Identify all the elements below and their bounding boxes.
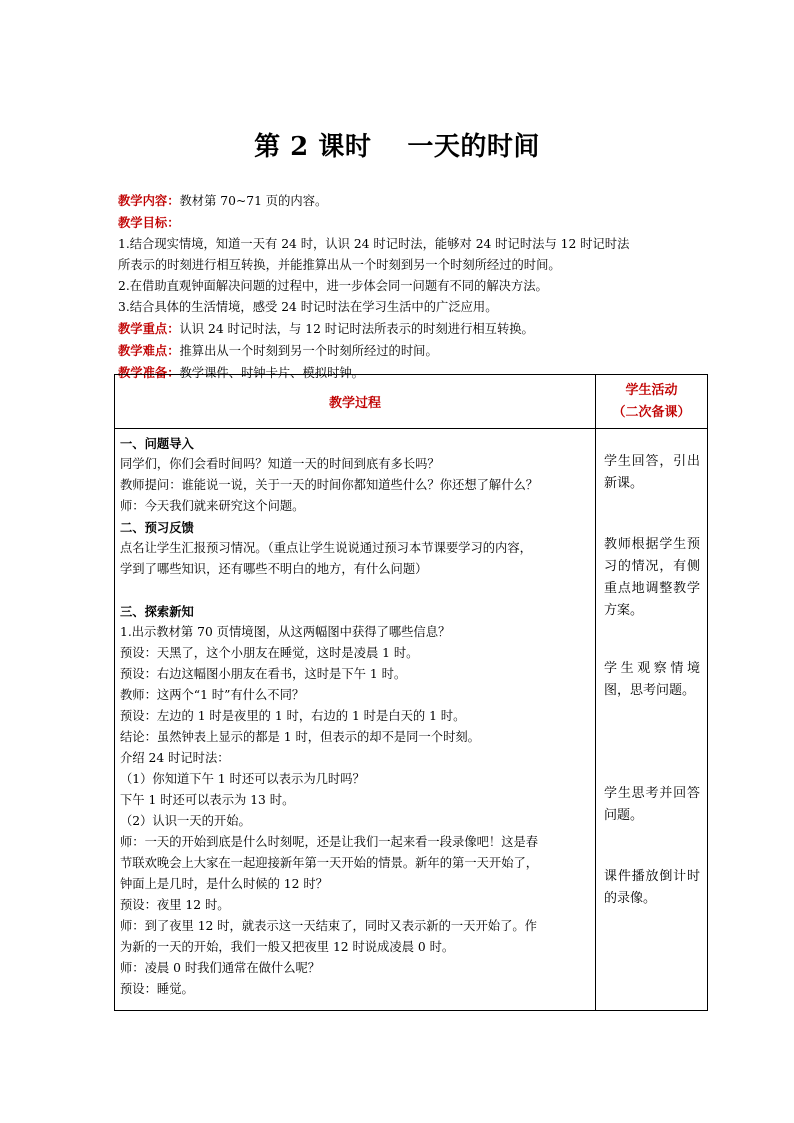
meta-line [118, 212, 718, 234]
meta-text: 2.在借助直观钟面解决问题的过程中，进一步体会同一问题有不同的解决方法。 [118, 279, 548, 293]
table-header-row [115, 375, 708, 429]
process-line: 介绍 24 时记时法： [120, 751, 230, 765]
process-line: 钟面上是几时，是什么时候的 12 时？ [120, 877, 328, 891]
page-title: 第 2 课时 一天的时间 [254, 132, 540, 162]
process-line: 结论：虽然钟表上显示的都是 1 时，但表示的却不是同一个时刻。 [120, 730, 480, 744]
process-line: 为新的一天的开始，我们一般又把夜里 12 时说成凌晨 0 时。 [120, 940, 455, 954]
process-line: （1）你知道下午 1 时还可以表示为几时吗？ [120, 772, 365, 786]
meta-line [118, 340, 718, 362]
process-line: 点名让学生汇报预习情况。（重点让学生说说通过预习本节课要学习的内容， [120, 541, 532, 555]
process-line: 预设：左边的 1 时是夜里的 1 时，右边的 1 时是白天的 1 时。 [120, 709, 466, 723]
meta-text: 认识 24 时记时法，与 12 时记时法所表示的时刻进行相互转换。 [179, 322, 534, 336]
process-line: 预设：睡觉。 [120, 982, 194, 996]
meta-label: 教学重点： [118, 321, 180, 336]
meta-text: 3.结合具体的生活情境，感受 24 时记时法在学习生活中的广泛应用。 [118, 300, 498, 314]
meta-text: 教学课件、时钟卡片、模拟时钟。 [179, 366, 364, 380]
lesson-meta [118, 190, 718, 384]
meta-text: 所表示的时刻进行相互转换，并能推算出从一个时刻到另一个时刻所经过的时间。 [118, 258, 561, 272]
activity-header [596, 375, 708, 429]
process-line: 师：凌晨 0 时我们通常在做什么呢？ [120, 961, 321, 975]
meta-line [118, 190, 718, 212]
meta-label: 教学准备： [118, 365, 180, 380]
process-line: 师：到了夜里 12 时，就表示这一天结束了，同时又表示新的一天开始了。作 [120, 919, 537, 933]
process-line: 教师提问：谁能说一说，关于一天的时间你都知道些什么？你还想了解什么？ [120, 478, 539, 492]
meta-line [118, 297, 718, 318]
section-heading: 三、探索新知 [120, 604, 194, 619]
process-line: （2）认识一天的开始。 [120, 814, 251, 828]
meta-line [118, 255, 718, 276]
section-heading: 一、问题导入 [120, 436, 194, 451]
meta-line [118, 318, 718, 340]
meta-text: 推算出从一个时刻到另一个时刻所经过的时间。 [179, 344, 438, 358]
meta-line [118, 234, 718, 255]
process-line: 预设：天黑了，这个小朋友在睡觉，这时是凌晨 1 时。 [120, 646, 419, 660]
process-line [120, 580, 591, 601]
section-heading: 二、预习反馈 [120, 520, 194, 535]
activity-note: 学生思考并回答问题。 [604, 786, 700, 823]
activity-note: 学生观察情境图，思考问题。 [604, 661, 700, 698]
process-line: 教师：这两个“1 时”有什么不同？ [120, 688, 305, 702]
process-line: 师：一天的开始到底是什么时刻呢，还是让我们一起来看一段录像吧！这是春 [120, 835, 539, 849]
table-body-row [115, 429, 708, 1011]
process-line: 学到了哪些知识，还有哪些不明白的地方，有什么问题） [120, 562, 428, 576]
meta-line [118, 276, 718, 297]
meta-label: 教学内容： [118, 193, 180, 208]
activity-header-line: （二次备课） [612, 404, 691, 420]
activity-note: 学生回答，引出新课。 [604, 454, 700, 491]
process-lines [120, 433, 591, 1000]
process-line: 同学们，你们会看时间吗？知道一天的时间到底有多长吗？ [120, 457, 440, 471]
lesson-table [114, 374, 708, 1011]
meta-text: 教材第 70~71 页的内容。 [179, 194, 328, 208]
activity-header-line: 学生活动 [625, 382, 678, 398]
activity-cell [596, 429, 708, 1011]
process-line: 预设：夜里 12 时。 [120, 898, 230, 912]
process-line: 1.出示教材第 70 页情境图，从这两幅图中获得了哪些信息？ [120, 625, 451, 639]
process-line: 下午 1 时还可以表示为 13 时。 [120, 793, 295, 807]
meta-label: 教学难点： [118, 343, 180, 358]
meta-text: 1.结合现实情境，知道一天有 24 时，认识 24 时记时法，能够对 24 时记时法与 12 时记时法 [118, 237, 630, 251]
activity-note: 教师根据学生预习的情况，有侧重点地调整教学方案。 [604, 537, 700, 618]
process-header: 教学过程 [115, 375, 596, 429]
meta-label: 教学目标： [118, 215, 180, 230]
process-line: 预设：右边这幅图小朋友在看书，这时是下午 1 时。 [120, 667, 407, 681]
activity-note: 课件播放倒计时的录像。 [604, 869, 700, 906]
process-cell [115, 429, 596, 1011]
process-line: 节联欢晚会上大家在一起迎接新年第一天开始的情景。新年的第一天开始了， [120, 856, 539, 870]
process-line: 师：今天我们就来研究这个问题。 [120, 499, 305, 513]
